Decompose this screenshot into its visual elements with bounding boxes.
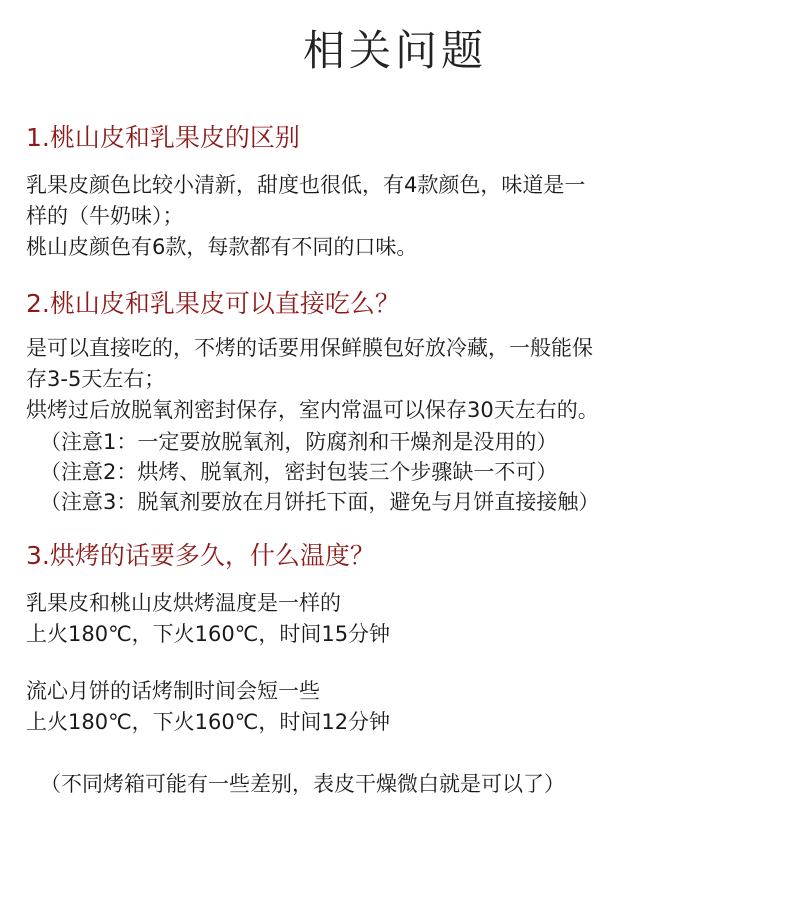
body-line: 上火180℃，下火160℃，时间15分钟 bbox=[26, 622, 391, 646]
section-heading-2: 2.桃山皮和乳果皮可以直接吃么？ bbox=[26, 289, 400, 318]
note-3: （注意3：脱氧剂要放在月饼托下面，避免与月饼直接接触） bbox=[40, 490, 600, 514]
body-line: 上火180℃，下火160℃，时间12分钟 bbox=[26, 710, 391, 734]
body-line: 桃山皮颜色有6款，每款都有不同的口味。 bbox=[26, 235, 418, 259]
section-3-body-2 bbox=[26, 676, 766, 738]
section-heading-3: 3.烘烤的话要多久，什么温度？ bbox=[26, 541, 375, 570]
footnote: （不同烤箱可能有一些差别，表皮干燥微白就是可以了） bbox=[40, 772, 565, 796]
section-2-body bbox=[26, 333, 766, 426]
body-line: 烘烤过后放脱氧剂密封保存，室内常温可以保存30天左右的。 bbox=[26, 398, 599, 422]
section-1-body bbox=[26, 170, 766, 263]
section-3-body bbox=[26, 588, 766, 650]
body-line: 乳果皮和桃山皮烘烤温度是一样的 bbox=[26, 591, 341, 615]
body-line: 样的（牛奶味）； bbox=[26, 204, 184, 228]
body-line: 存3-5天左右； bbox=[26, 367, 166, 391]
body-line: 是可以直接吃的，不烤的话要用保鲜膜包好放冷藏，一般能保 bbox=[26, 336, 593, 360]
page-title: 相关问题 bbox=[302, 26, 487, 75]
note-1: （注意1：一定要放脱氧剂，防腐剂和干燥剂是没用的） bbox=[40, 430, 558, 454]
body-line: 乳果皮颜色比较小清新，甜度也很低，有4款颜色，味道是一 bbox=[26, 173, 586, 197]
body-line: 流心月饼的话烤制时间会短一些 bbox=[26, 679, 320, 703]
section-heading-1: 1.桃山皮和乳果皮的区别 bbox=[26, 123, 300, 152]
note-2: （注意2：烘烤、脱氧剂，密封包装三个步骤缺一不可） bbox=[40, 460, 558, 484]
